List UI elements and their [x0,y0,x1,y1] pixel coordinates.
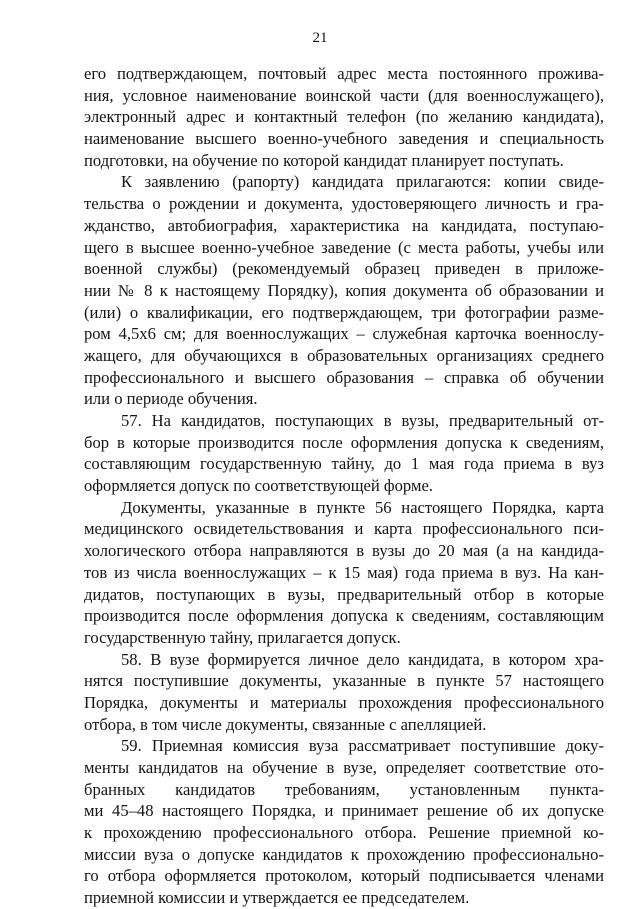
text-line: его подтверждающем, почтовый адрес места постоянного прожива- [84,64,604,83]
page-number: 21 [312,30,328,46]
text-line: к прохождению профессионального отбора. Решение приемной ко- [84,823,604,843]
text-line: отбора, в том числе документы, связанные с апелляцией. [84,714,487,734]
text-line: бранных кандидатов требованиям, установленным пункта- [84,779,604,799]
text-line: жащего, для обучающихся в образовательных организациях среднего [84,345,604,365]
text-line: 59. Приемная комиссия вуза рассматривает поступившие доку- [121,736,604,756]
text-line: тов из числа военнослужащих – к 15 мая) года приема в вуз. На кан- [84,562,604,582]
text-line: дидатов, поступающих в вузы, предварительный отбор в которые [84,584,604,604]
text-line: менты кандидатов на обучение в вузе, определяет соответствие ото- [84,758,604,777]
text-line: составляющим государственную тайну, до 1 мая года приема в вуз [84,454,604,474]
text-line: подготовки, на обучение по которой кандидат планирует поступать. [84,150,564,170]
text-line: медицинского освидетельствования и карта профессионального пси- [84,519,604,539]
text-line: бор в которые производится после оформления допуска к сведениям, [84,432,604,452]
text-line: тельства о рождении и документа, удостоверяющего личность и гра- [84,194,604,214]
text-line: наименование высшего военно-учебного заведения и специальность [84,129,604,149]
text-line: миссии вуза о допуске кандидатов к прохождению профессионально- [84,844,604,864]
text-line: го отбора оформляется протоколом, который подписывается членами [84,866,604,886]
text-line: хологического отбора направляются в вузы до 20 мая (а на кандида- [84,541,604,561]
text-line: щего в высшее военно-учебное заведение (с места работы, учебы или [84,237,604,257]
text-line: ми 45–48 настоящего Порядка, и принимает решение об их допуске [84,801,604,821]
text-line: 58. В вузе формируется личное дело кандидата, в котором хра- [121,649,604,669]
text-line: приемной комиссии и утверждается ее председателем. [84,888,470,908]
text-line: Порядка, документы и материалы прохождения профессионального [84,692,604,712]
text-line: 57. На кандидатов, поступающих в вузы, предварительный от- [121,411,604,430]
document-body [84,63,604,909]
text-line: (или) о квалификации, его подтверждающем, три фотографии разме- [84,302,604,322]
text-line: профессионального и высшего образования – справка об обучении [84,367,604,387]
text-line: К заявлению (рапорту) кандидата прилагаются: копии свиде- [121,172,604,192]
text-line: ром 4,5х6 см; для военнослужащих – служебная карточка военнослу- [84,324,604,344]
text-line: производится после оформления допуска к сведениям, составляющим [84,606,604,626]
text-line: военной службы) (рекомендуемый образец приведен в приложе- [84,259,604,279]
text-line: нии № 8 к настоящему Порядку), копия документа об образовании и [84,280,604,300]
text-line: государственную тайну, прилагается допуск. [84,627,401,647]
text-line: жданство, автобиография, характеристика на кандидата, поступаю- [84,215,604,235]
text-line: ния, условное наименование воинской части (для военнослужащего), [84,85,604,105]
text-line: Документы, указанные в пункте 56 настоящего Порядка, карта [121,497,604,517]
text-line: оформляется допуск по соответствующей форме. [84,476,433,496]
text-line: электронный адрес и контактный телефон (по желанию кандидата), [84,107,604,127]
text-line: или о периоде обучения. [84,389,258,409]
text-line: нятся поступившие документы, указанные в пункте 57 настоящего [84,671,604,691]
